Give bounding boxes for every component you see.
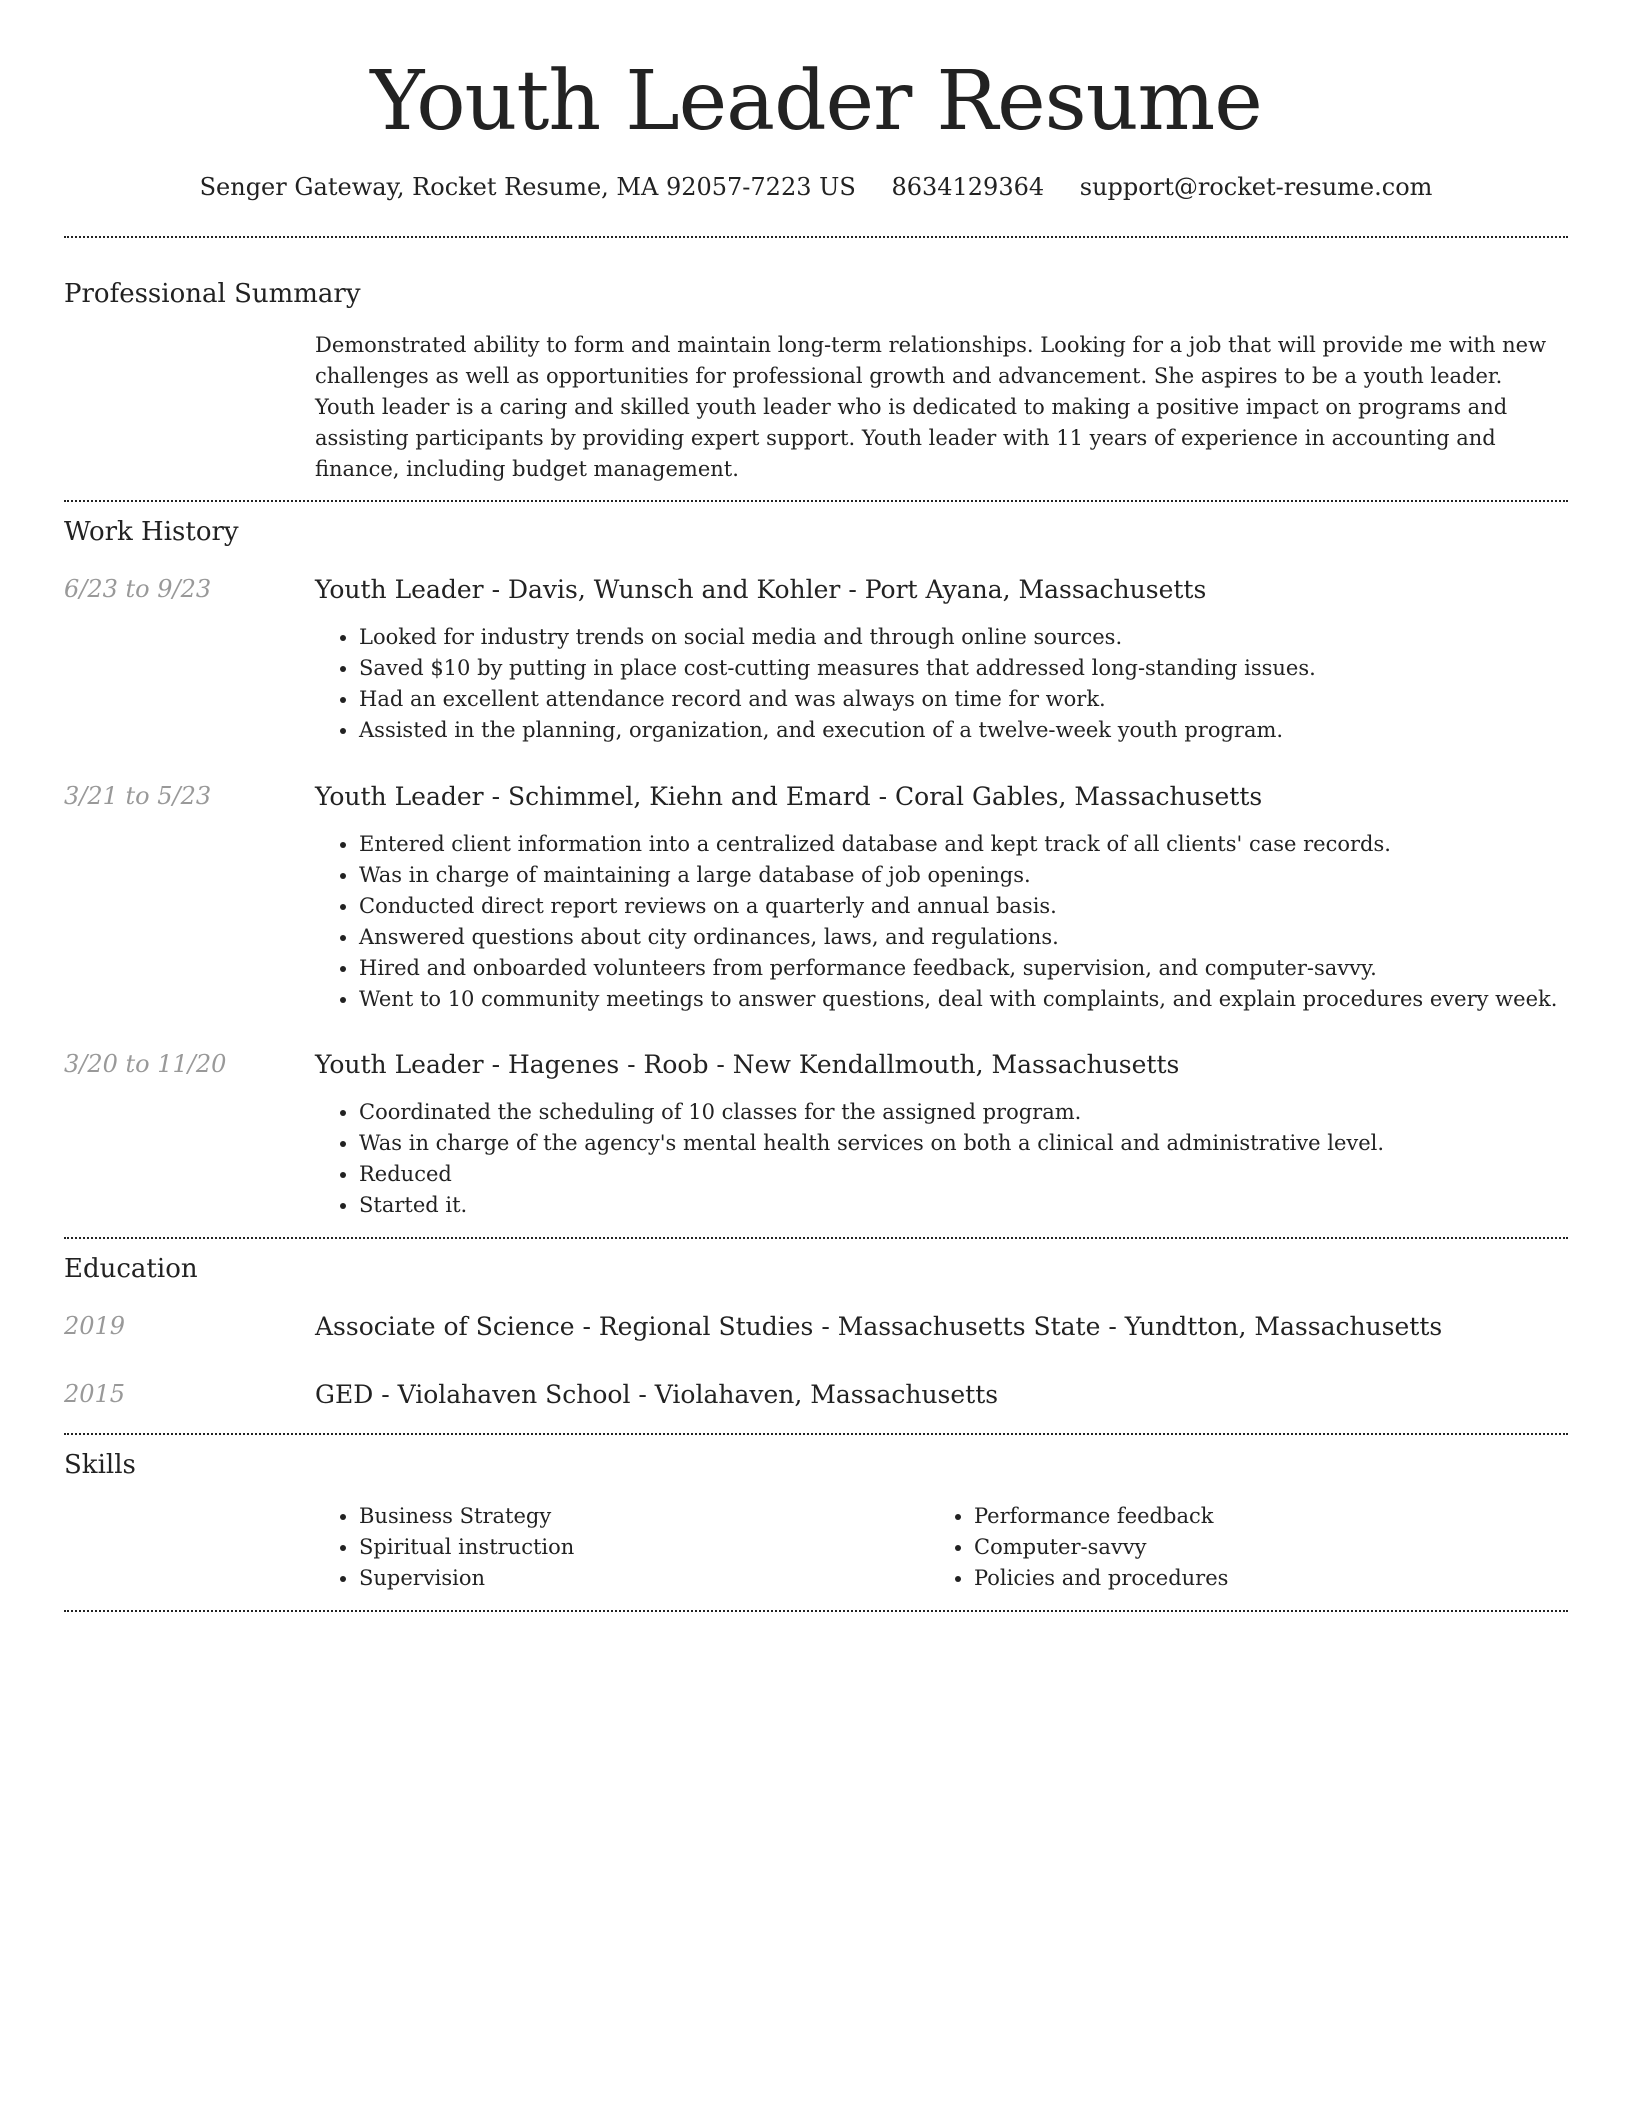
list-item: • Answered questions about city ordinances, laws, and regulations. bbox=[359, 922, 1568, 953]
contact-address: Senger Gateway, Rocket Resume, MA 92057-7223 US bbox=[199, 173, 856, 201]
divider bbox=[64, 1237, 1568, 1239]
list-item: • Assisted in the planning, organization, and execution of a twelve-week youth program. bbox=[359, 715, 1568, 746]
skill-item: • Computer-savvy bbox=[974, 1532, 1545, 1563]
job-title: Youth Leader - Schimmel, Kiehn and Emard - Coral Gables, Massachusetts bbox=[315, 782, 1263, 811]
list-item: • Had an excellent attendance record and was always on time for work. bbox=[359, 684, 1568, 715]
list-item: • Was in charge of maintaining a large database of job openings. bbox=[359, 860, 1568, 891]
education-entry bbox=[64, 1379, 1568, 1411]
job-title: Youth Leader - Hagenes - Roob - New Kendallmouth, Massachusetts bbox=[315, 1050, 1180, 1079]
divider bbox=[64, 1433, 1568, 1435]
list-item: • Reduced bbox=[359, 1159, 1568, 1190]
list-item: • Started it. bbox=[359, 1190, 1568, 1221]
list-item: • Saved $10 by putting in place cost-cutting measures that addressed long-standing issues. bbox=[359, 653, 1568, 684]
divider bbox=[64, 236, 1568, 238]
contact-line bbox=[64, 172, 1568, 202]
resume-title: Youth Leader Resume bbox=[370, 54, 1262, 149]
job-entry bbox=[64, 1049, 1568, 1221]
skill-item: • Policies and procedures bbox=[974, 1563, 1545, 1594]
list-item: • Was in charge of the agency's mental health services on both a clinical and administrative level. bbox=[359, 1128, 1568, 1159]
contact-phone: 8634129364 bbox=[891, 173, 1045, 201]
job-bullets bbox=[315, 622, 1568, 746]
list-item: • Entered client information into a centralized database and kept track of all clients' case records. bbox=[359, 829, 1568, 860]
education-entry bbox=[64, 1311, 1568, 1343]
job-entry bbox=[64, 781, 1568, 1015]
resume-page bbox=[64, 0, 1568, 1612]
section-heading-work: Work History bbox=[64, 517, 239, 547]
job-bullets bbox=[315, 829, 1568, 1015]
divider bbox=[64, 1610, 1568, 1612]
skill-item: • Supervision bbox=[359, 1563, 930, 1594]
section-heading-education: Education bbox=[64, 1254, 198, 1284]
skill-item: • Spiritual instruction bbox=[359, 1532, 930, 1563]
skills-bullets bbox=[930, 1501, 1545, 1594]
contact-email: support@rocket-resume.com bbox=[1079, 173, 1433, 201]
job-dates: 3/21 to 5/23 bbox=[64, 782, 212, 810]
list-item: • Hired and onboarded volunteers from performance feedback, supervision, and computer-savvy. bbox=[359, 953, 1568, 984]
divider bbox=[64, 500, 1568, 502]
section-heading-summary: Professional Summary bbox=[64, 279, 361, 309]
list-item: • Coordinated the scheduling of 10 classes for the assigned program. bbox=[359, 1097, 1568, 1128]
list-item: • Conducted direct report reviews on a quarterly and annual basis. bbox=[359, 891, 1568, 922]
skills-column-right bbox=[930, 1501, 1545, 1594]
job-bullets bbox=[315, 1097, 1568, 1221]
education-title: Associate of Science - Regional Studies - Massachusetts State - Yundtton, Massachusetts bbox=[315, 1312, 1443, 1341]
job-dates: 3/20 to 11/20 bbox=[64, 1050, 227, 1078]
skills-list bbox=[315, 1501, 1568, 1594]
education-year: 2015 bbox=[64, 1380, 126, 1408]
education-year: 2019 bbox=[64, 1312, 126, 1340]
education-title: GED - Violahaven School - Violahaven, Massachusetts bbox=[315, 1380, 999, 1409]
skill-item: • Business Strategy bbox=[359, 1501, 930, 1532]
job-title: Youth Leader - Davis, Wunsch and Kohler - Port Ayana, Massachusetts bbox=[315, 575, 1207, 604]
job-dates: 6/23 to 9/23 bbox=[64, 575, 212, 603]
skills-column-left bbox=[315, 1501, 930, 1594]
summary-text: Demonstrated ability to form and maintain long-term relationships. Looking for a job that will provide me with new challenges as well as opportunities for professional growth and advancement. She aspires to be a youth leader. Youth leader is a caring and skilled youth leader who is dedicated to making a positive impact on programs and assisting participants by providing expert support. Youth leader with 11 years of experience in accounting and finance, including budget management. bbox=[315, 333, 1547, 481]
list-item: • Went to 10 community meetings to answer questions, deal with complaints, and explain procedures every week. bbox=[359, 984, 1568, 1015]
skills-bullets bbox=[315, 1501, 930, 1594]
section-heading-skills: Skills bbox=[64, 1450, 136, 1480]
skill-item: • Performance feedback bbox=[974, 1501, 1545, 1532]
job-entry bbox=[64, 574, 1568, 746]
list-item: • Looked for industry trends on social media and through online sources. bbox=[359, 622, 1568, 653]
